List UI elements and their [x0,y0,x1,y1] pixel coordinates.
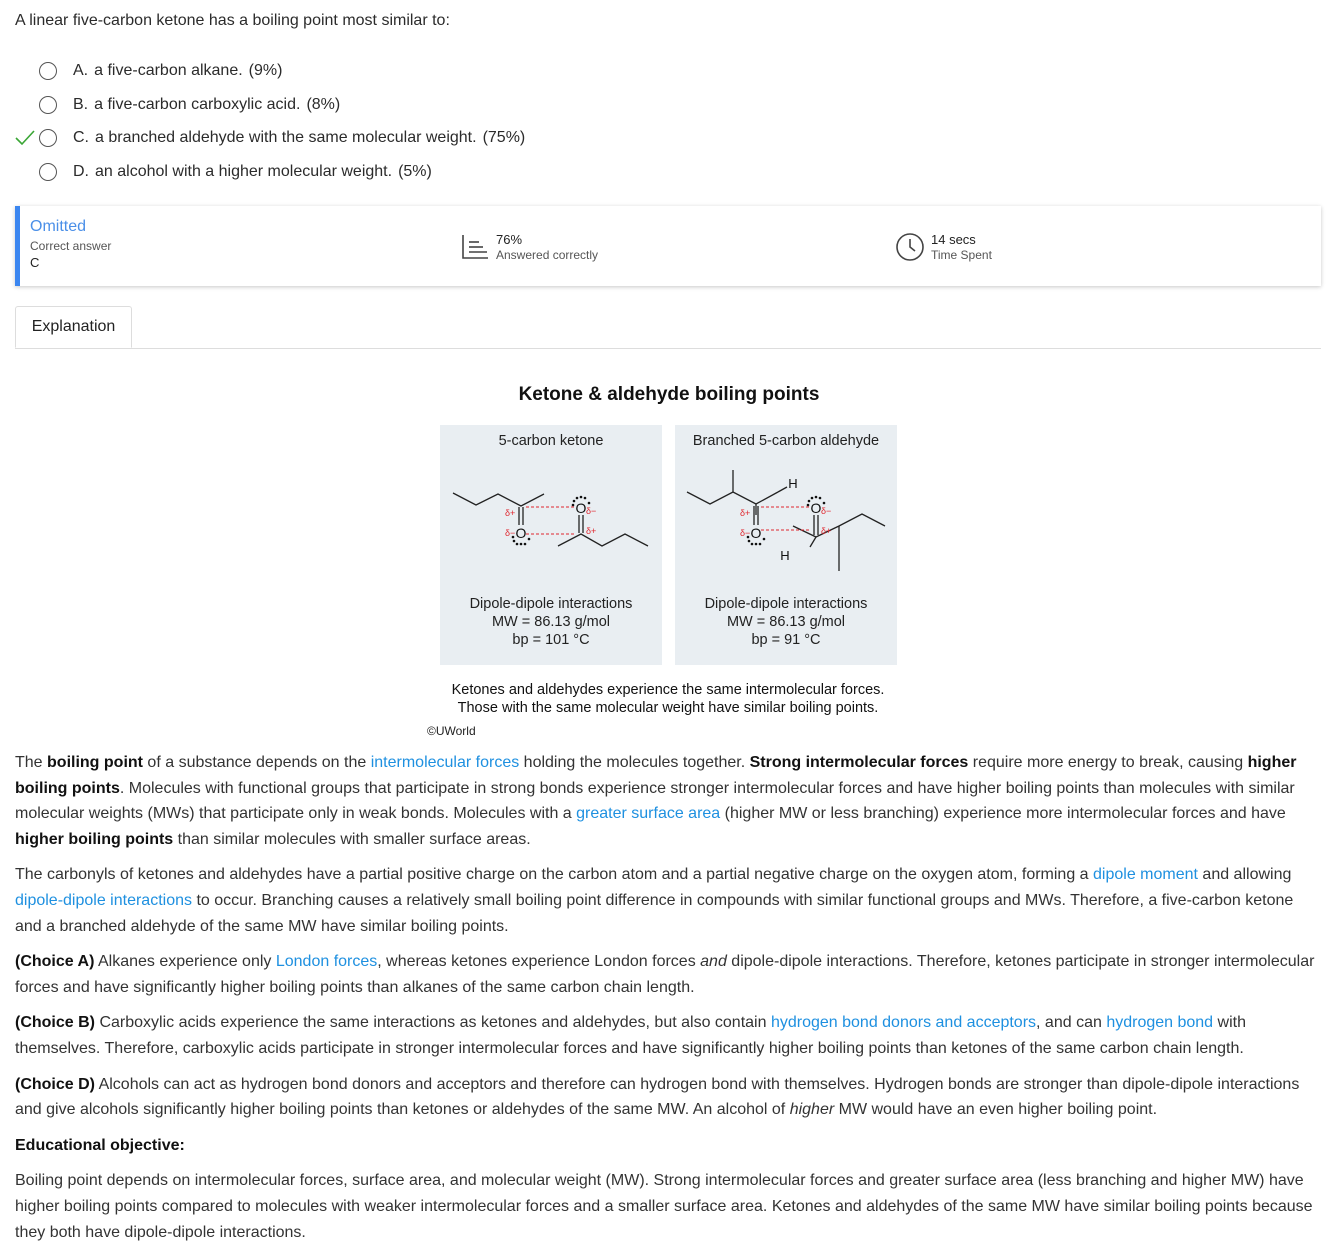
educational-objective-text: Boiling point depends on intermolecular forces, surface area, and molecular weight (MW). Strong intermolecular forces and greater surface area (less branching and higher MW) have higher boiling points compared to molecules with weaker intermolecular forces and a smaller surface area. Ketones and aldehydes of the same MW have similar boiling points because they both have dipole-dipole interactions. [15,1172,1313,1241]
percent-correct-stat [460,232,598,262]
aldehyde-o-a: O [750,525,762,541]
ketone-delta-plus-a: δ+ [505,508,516,518]
explanation-choice-b: (Choice B) Carboxylic acids experience the same interactions as ketones and aldehydes, but also contain hydrogen bond donors and acceptors, and can hydrogen bond with themselves. Therefore, carboxylic acids participate in stronger intermolecular forces and have significantly higher boiling points than ketones of the same carbon chain length. [15,1014,1246,1057]
explanation-choice-d: (Choice D) Alcohols can act as hydrogen bond donors and acceptors and therefore can hydrogen bond with themselves. Hydrogen bonds are stronger than dipole-dipole interactions and give alcohols significantly higher boiling points than ketones or aldehydes of the same MW. An alcohol of higher MW would have an even higher boiling point. [15,1075,1300,1119]
time-spent-label: Time Spent [931,248,992,262]
choice-a-percent: (9%) [248,61,283,79]
figure-caption: Ketones and aldehydes experience the same intermolecular forces. Those with the same molecular weight have similar boiling points. [451,682,885,716]
ketone-delta-minus-b: δ− [586,506,597,516]
educational-objective-heading: Educational objective: [15,1136,185,1154]
omitted-status [30,218,111,270]
choice-c-percent: (75%) [482,129,526,147]
percent-correct-label: Answered correctly [496,248,599,262]
aldehyde-delta-minus-b: δ− [821,506,832,516]
explanation-paragraph-2: The carbonyls of ketones and aldehydes have a partial positive charge on the carbon atom and a partial negative charge on the oxygen atom, forming a dipole moment and allowing dipole-dipole interactions to occur. Branching causes a relatively small boiling point difference in compounds with similar functional groups and MWs. Therefore, a five-carbon ketone and a branched aldehyde of the same MW have similar boiling points. [15,866,1294,935]
ketone-dimer-structure [440,425,662,585]
time-spent-stat [895,232,992,262]
choice-c-radio[interactable] [39,129,57,147]
aldehyde-delta-plus-b: δ+ [821,526,832,536]
check-icon [15,130,35,146]
link-london-forces[interactable]: London forces [275,953,378,971]
choice-a-radio[interactable] [39,62,57,80]
time-spent-value: 14 secs [931,232,976,247]
ketone-panel-info: Dipole-dipole interactions MW = 86.13 g/mol bp = 101 °C [469,596,633,648]
figure-title: Ketone & aldehyde boiling points [518,384,820,405]
choice-a-text: a five-carbon alkane. [94,61,243,79]
choice-a[interactable]: A. a five-carbon alkane. (9%) [15,54,715,88]
choice-d-text: an alcohol with a higher molecular weight. [95,162,393,180]
aldehyde-panel [675,425,897,665]
link-hydrogen-bond-donors-acceptors[interactable]: hydrogen bond donors and acceptors [770,1014,1037,1032]
ketone-panel [440,425,662,665]
explanation-body [15,750,1320,1255]
correct-answer-label: Correct answer [30,239,112,253]
answer-stats-panel [15,206,1321,286]
choice-d-percent: (5%) [398,162,432,180]
choice-b-percent: (8%) [306,95,341,113]
ketone-panel-title: 5-carbon ketone [498,433,604,449]
aldehyde-panel-title: Branched 5-carbon aldehyde [692,433,880,449]
ketone-o-a: O [515,525,527,541]
question-stem: A linear five-carbon ketone has a boiling point most similar to: [15,12,450,29]
clock-icon [895,232,925,262]
correct-answer-value: C [30,255,40,270]
ketone-delta-minus-a: δ− [505,528,516,538]
ketone-o-b: O [575,500,587,516]
link-hydrogen-bond[interactable]: hydrogen bond [1106,1014,1214,1032]
explanation-paragraph-1: The boiling point of a substance depends on the intermolecular forces holding the molecules together. Strong intermolecular forces require more energy to break, causing higher boiling points. Molecules with functional groups that participate in strong bonds experience stronger intermolecular forces and have higher boiling points than molecules with similar molecular weights (MWs) that participate only in weak bonds. Molecules with a greater surface area (higher MW or less branching) experience more intermolecular forces and have higher boiling points than similar molecules with smaller surface areas. [15,754,1297,848]
status-label: Omitted [30,218,87,235]
choice-d-radio[interactable] [39,163,57,181]
aldehyde-o-b: O [810,500,822,516]
choice-c-text: a branched aldehyde with the same molecular weight. [95,129,477,147]
choice-b[interactable]: B. a five-carbon carboxylic acid. (8%) [15,88,715,122]
percent-correct-value: 76% [496,232,523,247]
link-greater-surface-area[interactable]: greater surface area [576,805,721,823]
tab-bar [15,306,1321,349]
link-dipole-dipole-interactions[interactable]: dipole-dipole interactions [15,891,192,909]
ketone-delta-plus-b: δ+ [586,526,597,536]
explanation-choice-a: (Choice A) Alkanes experience only London forces, whereas ketones experience London forces and dipole-dipole interactions. Therefore, ketones participate in stronger intermolecular forces and have significantly higher boiling points than alkanes of the same carbon chain length. [15,953,1315,996]
choice-b-radio[interactable] [39,96,57,114]
choice-b-text: a five-carbon carboxylic acid. [94,95,301,113]
link-dipole-moment[interactable]: dipole moment [1093,866,1198,884]
aldehyde-delta-plus-a: δ+ [740,508,751,518]
copyright-notice: ©UWorld [427,724,476,738]
link-intermolecular-forces[interactable]: intermolecular forces [370,754,520,771]
choice-d[interactable]: D. an alcohol with a higher molecular weight. (5%) [15,155,715,189]
tab-explanation[interactable]: Explanation [15,306,132,348]
aldehyde-delta-minus-a: δ− [740,528,751,538]
aldehyde-h-b: H [780,548,790,563]
choice-c[interactable]: C. a branched aldehyde with the same molecular weight. (75%) [15,121,715,155]
aldehyde-dimer-structure [675,425,897,585]
aldehyde-h-a: H [788,476,798,491]
answer-choices [15,54,715,189]
aldehyde-panel-info: Dipole-dipole interactions MW = 86.13 g/mol bp = 91 °C [704,596,868,648]
bar-chart-icon [460,233,490,261]
